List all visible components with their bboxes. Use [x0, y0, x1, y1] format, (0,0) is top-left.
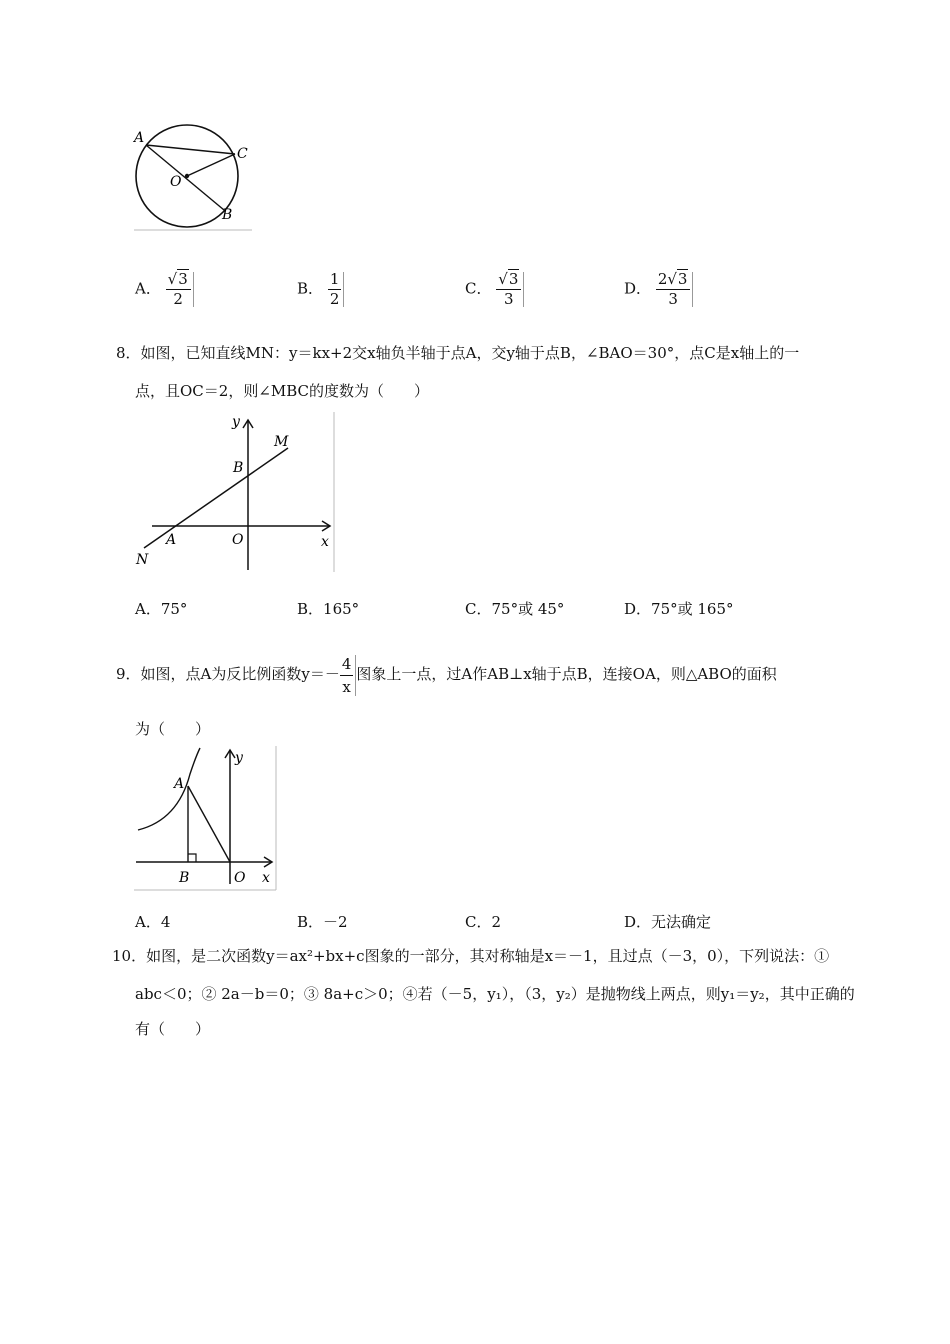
label-c: C — [237, 146, 248, 162]
label-a: A — [134, 130, 145, 146]
hyperbola-branch — [138, 748, 200, 830]
label-o: O — [232, 532, 244, 548]
q10-stem-line3: 有（ ） — [135, 1020, 211, 1038]
label-o: O — [170, 174, 182, 190]
fraction: $\frac{1}{2}$ — [328, 272, 345, 307]
label-a: A — [166, 532, 177, 548]
label-b: B — [222, 207, 233, 223]
q9-stem-line2: 为（ ） — [135, 720, 211, 738]
label-x: x — [321, 534, 329, 550]
fraction: $\frac{√3}{2}$ — [166, 272, 194, 307]
q7-option-b: B． $\frac{1}{2}$ — [297, 272, 344, 307]
right-angle-mark — [188, 854, 196, 862]
q9-hyperbola-figure — [132, 744, 280, 894]
q7-option-c: C． $\frac{√3}{3}$ — [465, 272, 524, 307]
q9-option-b: B．－2 — [297, 913, 348, 931]
label-y: y — [232, 414, 240, 430]
center-point — [185, 174, 189, 178]
segment-ac — [146, 145, 235, 154]
q7-circle-figure — [128, 118, 258, 234]
q9-option-d: D．无法确定 — [624, 913, 712, 931]
q8-option-c: C．75°或 45° — [465, 600, 565, 618]
label-b: B — [179, 870, 190, 886]
q8-option-a: A．75° — [135, 600, 188, 618]
segment-oc — [187, 154, 235, 176]
q9-option-c: C．2 — [465, 913, 502, 931]
q10-stem-line2: abc＜0；② 2a－b＝0；③ 8a+c＞0；④若（－5，y₁），（3，y₂）是抛物线上两点，则y₁＝y₂，其中正确的 — [135, 985, 855, 1003]
diameter-ab — [146, 145, 224, 210]
q10-stem-line1: 10．如图，是二次函数y＝ax²+bx+c图象的一部分，其对称轴是x＝－1，且过点（－3，0），下列说法：① — [112, 947, 830, 965]
q8-line-figure — [132, 410, 342, 578]
label-y: y — [235, 750, 243, 766]
q8-option-d: D．75°或 165° — [624, 600, 734, 618]
label-x: x — [262, 870, 270, 886]
label-n: N — [136, 552, 149, 568]
q8-option-b: B．165° — [297, 600, 360, 618]
q7-option-a: A． $\frac{√3}{2}$ — [135, 272, 194, 307]
q9-stem-line1: 9．如图，点A为反比例函数y＝－ $\frac{4}{x}$ 图象上一点，过A作AB⊥x轴于点B，连接OA，则△ABO的面积 — [116, 654, 777, 696]
q8-stem-line2: 点，且OC＝2，则∠MBC的度数为（ ） — [135, 382, 430, 400]
fraction: $\frac{2√3}{3}$ — [656, 272, 694, 307]
label-m: M — [274, 434, 289, 450]
q8-stem-line1: 8．如图，已知直线MN：y＝kx+2交x轴负半轴于点A，交y轴于点B，∠BAO＝30°，点C是x轴上的一 — [116, 344, 800, 362]
segment-ao — [188, 786, 230, 862]
label-o: O — [234, 870, 246, 886]
label-a: A — [174, 776, 185, 792]
fraction-4-over-x: $\frac{4}{x}$ — [340, 655, 357, 696]
q9-option-a: A．4 — [135, 913, 171, 931]
label-b: B — [233, 460, 244, 476]
q7-option-d: D． $\frac{2√3}{3}$ — [624, 272, 693, 307]
fraction: $\frac{√3}{3}$ — [496, 272, 524, 307]
